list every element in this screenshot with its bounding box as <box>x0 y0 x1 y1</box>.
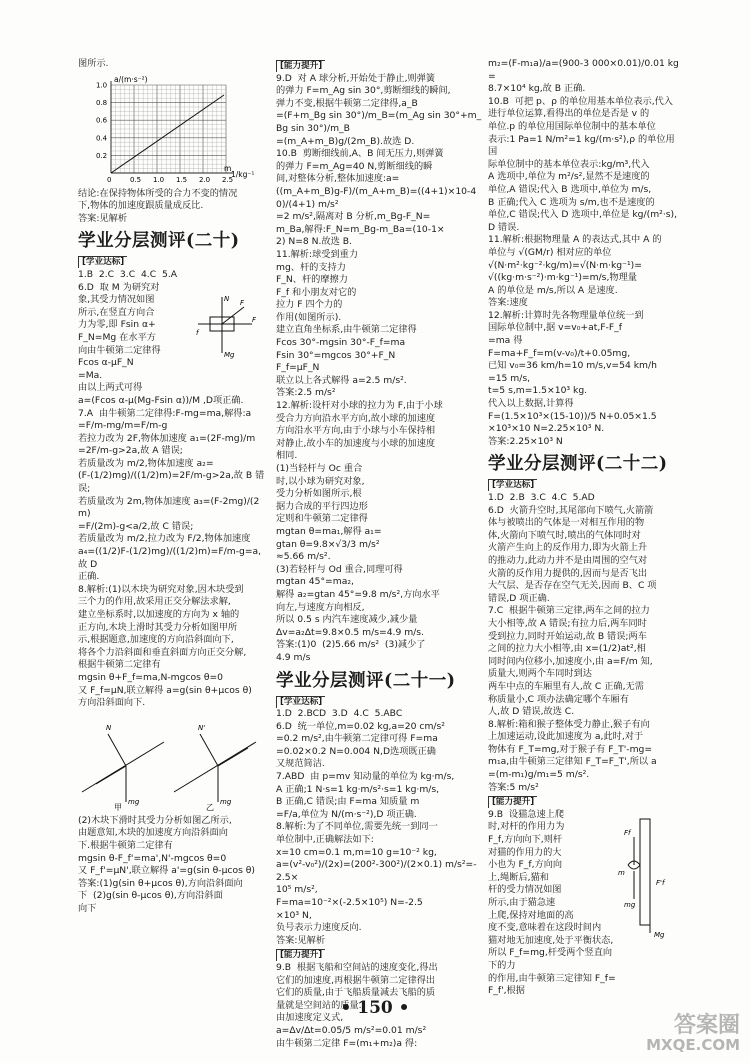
section-label-advanced: [能力提升] <box>276 60 325 72</box>
incline-label-yi: 乙 <box>206 802 214 812</box>
heading-assessment-22: 学业分层测评(二十二) <box>488 454 668 475</box>
text-line: F_f,方向向下,则杆 <box>488 834 563 846</box>
text-line: =0.2 m/s²,由牛顿第二定律可得 F=ma <box>276 733 438 745</box>
text-line: 相同. <box>276 450 298 462</box>
text-line: F_N、杆的摩擦力 <box>276 274 348 286</box>
text-line: 答案:(1)0 (2)5.66 m/s² (3)减少了 <box>276 639 426 651</box>
text-line: gtan θ=9.8×√3/3 m/s² <box>276 538 380 550</box>
text-line: 向下 <box>78 902 97 914</box>
text-line: A 选项中,单位为 m²/s²,显然不是速度的 <box>488 171 650 183</box>
page-number: • 150 • <box>340 998 410 1018</box>
text-line: 9.D 对 A 球分析,开始处于静止,则弹簧 <box>276 72 436 84</box>
text-line: A 的单位是 m/s,所以 A 是速度. <box>488 284 618 296</box>
chart-xtick-label: 0.5 <box>130 175 142 184</box>
cat-pole-diagram <box>610 815 680 940</box>
text-line: 体与被喷出的气体是一对相互作用的物 <box>488 517 645 529</box>
col3-lines-b <box>488 492 680 794</box>
text-line: F_f=μF_N <box>276 362 320 374</box>
text-line: 上加速运动,设此加速度为 a,此时,对于 <box>488 731 644 743</box>
text-line: Fcos α-μF_N <box>78 357 134 369</box>
text-line: 8.7×10⁴ kg,故 B 正确. <box>488 83 586 95</box>
heading-assessment-20: 学业分层测评(二十) <box>78 231 240 252</box>
text-line: 若拉力改为 2F,物体加速度 a₁=(2F-mg)/m <box>78 432 256 444</box>
text-line: 答案:速度 <box>488 297 528 309</box>
text-line: 9.B 根据飞船和空间站的速度变化,得出 <box>276 961 438 973</box>
svg-text:mg: mg <box>624 900 636 909</box>
text-line: 间,对整体分析,整体加速度:a= <box>276 173 400 185</box>
text-line: 答案:5 m/s² <box>488 781 539 793</box>
text-line: 1.D 2.B 3.C 4.C 5.AD <box>488 492 595 503</box>
text-line: F=ma=10⁻²×(-2.5×10⁵) N=-2.5 <box>276 897 423 908</box>
text-line: 际单位制中的基本单位表示:kg/m³,代入 <box>488 158 650 170</box>
text-line: 正方向,木块上滑时其受力分析如图甲所 <box>78 621 238 633</box>
text-line: 的弹力 F=m_Ag=40 N,剪断细线的瞬 <box>276 160 433 172</box>
svg-text:F: F <box>252 315 257 324</box>
text-line: Fsin 30°=mgcos 30°+F_N <box>276 349 396 361</box>
text-line: (2)木块下滑时其受力分析如图乙所示, <box>78 814 232 826</box>
text-line: 它们的加速度,再根据牛顿第二定律得出 <box>276 974 436 986</box>
text-line: 它们的质量,由于飞船质量减去飞船的质 <box>276 987 436 999</box>
text-line: 示,根据题意,加速度的方向沿斜面向下, <box>78 634 234 646</box>
text-line: F=(1.5×10³×(15-10))/5 N+0.05×1.5 <box>488 410 657 422</box>
text-line: (3)若轻杆与 Od 重合,同理可得 <box>276 563 403 575</box>
text-line: 质量大,则两个车同时到达 <box>488 668 592 680</box>
text-line: 定则和牛顿第二定律得 <box>276 513 368 525</box>
svg-text:N: N <box>224 294 230 303</box>
text-line: F=ma+F_f=m(v-v₀)/t+0.05mg, <box>488 347 631 359</box>
text-line: 1.D 2.BCD 3.D 4.C 5.ABC <box>276 708 403 720</box>
heading-assessment-21: 学业分层测评(二十一) <box>276 670 456 691</box>
text-line: 弹力不变,根据牛顿第二定律得,a_B <box>276 97 418 109</box>
text-line: 的推动力,此动力并不是由周围的空气对 <box>488 554 648 566</box>
text-line: 进行单位运算,看得出的单位是否是 v 的 <box>488 108 650 120</box>
text-line: =F/a,单位为 N/(m·s⁻²),D 项正确. <box>276 808 417 820</box>
chart-xtick-label: 2.0 <box>199 175 211 184</box>
text-line: B 正确;代入 C 选项为 s/m,也不是速度的 <box>488 196 655 208</box>
svg-text:F'f: F'f <box>656 878 665 887</box>
text-line: 上,绳断后,猫和 <box>488 871 549 883</box>
text-line: 联立以上各式解得 a=2.5 m/s². <box>276 374 407 386</box>
text-line: 又 F_f=μN,联立解得 a=g(sin θ+μcos θ) <box>78 684 252 696</box>
text-line: 象,其受力情况如图 <box>78 294 155 306</box>
text-line: 时,对杆的作用力为 <box>488 821 565 833</box>
text-line: 大气层、是否存在空气无关,因而 B、C 项 <box>488 580 657 592</box>
text-line: F_f 和小朋友对它的 <box>276 286 357 298</box>
text-line: x=10 cm=0.1 m,m=10 g=10⁻² kg, <box>276 846 437 858</box>
text-line: mgtan θ=ma₁,解得 a₁= <box>276 525 382 537</box>
text-line: m₂=(F-m₁a)/a=(900-3 000×0.01)/0.01 kg= <box>488 58 679 82</box>
incline-figure-2 <box>174 724 256 812</box>
text-line: 体,火箭向下喷气时,喷出的气体同时对 <box>488 529 641 541</box>
text-line: 7.ABD 由 p=mv 知动量的单位为 kg·m/s, <box>276 771 455 783</box>
text-line: D 错误. <box>488 221 520 233</box>
text-line: 所以 F_f=mg,杆受两个竖直向下的力 <box>488 947 613 971</box>
text-line: 6.D 取 M 为研究对 <box>78 281 160 293</box>
text-line: =2 m/s²,隔离对 B 分析,m_Bg-F_N= <box>276 211 431 223</box>
text-line: 大小相等,故 A 错误;有拉力后,两车同时 <box>488 617 647 629</box>
text-line: 7.A 由牛顿第二定律得:F-mg=ma,解得:a <box>78 407 252 419</box>
text-line: 6.D 火箭升空时,其尾部向下喷气,火箭箭 <box>488 504 654 516</box>
section-label-basic-3: [学业达标] <box>488 479 537 491</box>
text-line: 单位,C 错误;代入 D 选项中,单位是 kg/(m²·s), <box>488 209 678 221</box>
section-label-basic-2: [学业达标] <box>276 696 325 708</box>
text-line: 杆的受力情况如图 <box>488 884 562 896</box>
text-line: m₁a,由牛顿第三定律知 F_T=F_T',所以 a <box>488 756 657 768</box>
text-line: 10⁵ m/s², <box>276 884 318 896</box>
text-line: (F-(1/2)mg)/((1/2)m)=2F/m-g>2a,故 B 错误; <box>78 470 265 495</box>
chart-xtick-label: 1.0 <box>153 175 165 184</box>
col1-bottom-lines <box>78 815 268 916</box>
column-3 <box>488 58 680 997</box>
text-line: a=Δv/Δt=0.05/5 m/s²=0.01 m/s² <box>276 1024 427 1036</box>
text-line: Fcos 30°-mgsin 30°-F_f=ma <box>276 337 406 349</box>
text-line: 之间的拉力大小相等,由 x=(1/2)at²,相 <box>488 643 646 655</box>
text-line: 称质量小,C 项办法确定哪个车厢有 <box>488 693 629 705</box>
svg-text:mg: mg <box>220 797 232 806</box>
text-line: 答案:见解析 <box>78 212 128 224</box>
text-line: 下 (2)g(sin θ-μcos θ),方向沿斜面 <box>78 890 223 902</box>
text-line: 时,以小球为研究对象, <box>276 475 365 487</box>
text-line: 代入以上数据,计算得 <box>488 398 574 410</box>
text-line: 解得 a₂=gtan 45°=9.8 m/s²,方向水平 <box>276 588 440 600</box>
chart-ylabel: a/(m·s⁻²) <box>114 74 148 84</box>
text-line: mgsin θ-F_f'=ma',N'-mgcos θ=0 <box>78 852 227 864</box>
text-line: 对静止,故小车的加速度与小球的加速度 <box>276 437 436 449</box>
text-line: 三个力的作用,故采用正交分解法求解, <box>78 596 231 608</box>
text-line: 已知 v₀=36 km/h=10 m/s,v=54 km/h <box>488 360 657 372</box>
text-line: 答案:(1)g(sin θ+μcos θ),方向沿斜面向 <box>78 877 243 889</box>
chart-xtick-label: 0 <box>107 175 112 184</box>
text-line: 10.B 剪断细线前,A、B 间无压力,则弹簧 <box>276 148 444 160</box>
text-line: 结论:在保持物体所受的合力不变的情况 <box>78 187 238 199</box>
text-line: =F/(2m)-g<a/2,故 C 错误; <box>78 520 194 532</box>
text-line: 受力分析如图所示,根 <box>276 488 362 500</box>
text-line: A 正确;1 N·s=1 kg·m/s²·s=1 kg·m/s, <box>276 783 440 795</box>
text-line: 下.根据牛顿第二定律有 <box>78 839 173 851</box>
chart-ytick-label: 0.8 <box>96 98 108 107</box>
text-line: =(m-m₁)g/m₁=5 m/s². <box>488 769 590 781</box>
text-line: =Ma. <box>78 369 103 381</box>
text-line: 对猫的作用力的大 <box>488 846 562 858</box>
text-line: a=(Fcos α-μ(Mg-Fsin α))/M ,D项正确. <box>78 394 244 406</box>
chart-ytick-label: 0.6 <box>96 116 108 125</box>
section-label-advanced-3: [能力提升] <box>488 796 537 808</box>
text-line: 方向沿斜面向下. <box>78 697 146 709</box>
chart-xtick-label: 1.5 <box>176 175 188 184</box>
text-line: 受合力方向沿水平方向,故小球的加速度 <box>276 412 436 424</box>
text-line: a₄=((1/2)F-(1/2)mg)/((1/2)m)=F/m-g=a,故 D <box>78 546 262 570</box>
svg-text:Mg: Mg <box>654 930 665 939</box>
incline-figures <box>78 712 268 812</box>
text-line: 作用(如图所示). <box>276 311 342 323</box>
text-line: 8.解析:为了不同单位,需要先统一到同一 <box>276 821 438 833</box>
svg-text:N': N' <box>198 723 206 732</box>
text-line: 1.B 2.C 3.C 4.C 5.A <box>78 268 178 280</box>
col1-after-chart <box>78 188 268 226</box>
text-line: 又 F_f'=μN',联立解得 a'=g(sin θ-μcos θ) <box>78 865 255 877</box>
watermark-logo: 答案圈 MXQE.COM <box>646 1013 740 1054</box>
text-line: 小也为 F_f,方向向 <box>488 859 563 871</box>
text-line: m_Ba,解得:F_N=m_Bg-m_Ba=(10-1× <box>276 223 445 235</box>
text-line: 负号表示力速度反向. <box>276 922 362 934</box>
text-line: 拉力 F 四个力的 <box>276 299 343 311</box>
text-line: 单位,A 错误;代入 B 选项中,单位为 m/s, <box>488 183 652 195</box>
text-line: =15 m/s, <box>488 372 531 384</box>
text-line: 受到拉力,同时开始运动,故 B 错误;两车 <box>488 630 647 642</box>
text-line: 错误,D 项正确. <box>488 592 550 604</box>
col1-top <box>78 58 268 71</box>
text-line: 图所示. <box>78 58 109 69</box>
text-line: 向左,与速度方向相反, <box>276 601 365 613</box>
text-line: 的弹力 F=m_Ag sin 30°,剪断细线的瞬间, <box>276 85 451 97</box>
svg-text:m: m <box>618 868 625 877</box>
text-line: 答案:2.5 m/s² <box>276 387 336 399</box>
col3-lines-a <box>488 58 680 448</box>
text-line: 建立坐标系时,以加速度的方向为 x 轴的 <box>78 609 240 620</box>
text-line: 又规范简洁. <box>276 758 325 770</box>
text-line: 单位制中,正确解法如下: <box>276 834 374 846</box>
text-line: 根据牛顿第二定律有 <box>78 659 161 671</box>
section-label-basic: [学业达标] <box>78 256 127 268</box>
text-line: 11.解析:根据物理量 A 的表达式,其中 A 的 <box>488 234 662 246</box>
text-line: 量就是空间站的质量. <box>276 999 362 1011</box>
text-line: 6.D 统一单位,m=0.02 kg,a=20 cm/s² <box>276 720 445 732</box>
text-line: 下,物体的加速度跟质量成反比. <box>78 200 204 212</box>
text-line: ≈5.66 m/s². <box>276 551 331 563</box>
text-line: 所示,由于猫急速 <box>488 897 556 908</box>
text-line: 火箭产生向上的反作用力,即为火箭上升 <box>488 542 648 554</box>
text-line: 猫对地无加速度,处于平衡状态, <box>488 934 614 946</box>
text-line: 12.解析:计算时先各物理量单位统一到 <box>488 309 644 321</box>
text-line: 将各个力沿斜面和垂直斜面方向正交分解, <box>78 646 247 658</box>
chart-fit-line <box>111 95 224 173</box>
text-line: 两车中点的车厢里有人,故 C 正确,无需 <box>488 680 644 692</box>
text-line: 若质量改为 m/2,拉力改为 F/2,物体加速度 <box>78 533 251 545</box>
text-line: 由牛顿第二定律 F=(m₁+m₂)a 得: <box>276 1037 418 1049</box>
chart-ytick-label: 0.2 <box>96 151 108 160</box>
text-line: 的作用,由牛顿第三定律知 F_f=F_f',根据 <box>488 972 616 997</box>
svg-text:Mg: Mg <box>224 350 235 359</box>
text-line: ×10³×10 N=2.25×10³ N. <box>488 423 605 435</box>
acceleration-chart <box>78 73 268 185</box>
incline-label-jia: 甲 <box>114 802 122 812</box>
chart-xtick-label: 2.5 <box>222 175 234 184</box>
chart-xlabel-prefix: m <box>224 163 232 173</box>
text-line: ((m_A+m_B)g-F)/(m_A+m_B)=((4+1)×10-40)/(4+1) m/s² <box>276 185 477 210</box>
col2-lines-a <box>276 73 484 665</box>
svg-text:mg: mg <box>128 797 140 806</box>
text-line: (1)当轻杆与 Oc 重合 <box>276 463 363 474</box>
text-line: 国际单位制中,据 v=v₀+at,F-F_f <box>488 322 622 334</box>
chart-xlabel: 1/kg⁻¹ <box>231 169 255 179</box>
text-line: t=5 s,m=1.5×10³ kg. <box>488 385 588 397</box>
incline-figure-1 <box>82 724 164 812</box>
text-line: 方向沿水平方向,由于小球与小车保持相 <box>276 425 436 437</box>
text-line: 所以 0.5 s 内汽车速度减少,减少量 <box>276 614 418 626</box>
q6-block <box>78 269 268 710</box>
text-line: 据力合成的平行四边形 <box>276 500 368 512</box>
text-line: 上爬,保持对地面的高 <box>488 909 574 921</box>
text-line: F_N=Mg 在水平方 <box>78 331 156 343</box>
text-line: 11.解析:球受到重力 <box>276 248 359 260</box>
col2-lines-b <box>276 708 484 947</box>
q9-block <box>488 809 680 998</box>
text-line: mgtan 45°=ma₂, <box>276 576 354 588</box>
text-line: 力为零,即 Fsin α+ <box>78 319 156 331</box>
svg-text:f: f <box>196 328 199 337</box>
text-line: 由加速度定义式, <box>276 1012 344 1024</box>
text-line: =0.02×0.2 N=0.004 N,D选项既正确 <box>276 745 436 757</box>
section-label-advanced-2: [能力提升] <box>276 949 325 961</box>
text-line: =(m_A+m_B)g/(2m_B).故选 D. <box>276 135 415 147</box>
text-line: 同时间内位移小,加速度小,由 a=F/m 知, <box>488 655 653 667</box>
svg-text:F: F <box>240 298 245 307</box>
svg-text:Ff: Ff <box>624 828 631 837</box>
text-line: 所示,在竖直方向合 <box>78 306 155 318</box>
chart-ytick-label: 0.4 <box>96 133 108 142</box>
text-line: =2F/m-g>2a,故 A 错误; <box>78 445 183 457</box>
text-line: 由题意知,木块的加速度方向沿斜面向 <box>78 827 228 839</box>
chart-grid <box>111 85 226 173</box>
text-line: 向由牛顿第二定律得 <box>78 344 161 356</box>
text-line: 12.解析:设杆对小球的拉力为 F,由于小球 <box>276 400 443 412</box>
text-line: √((kg·m·s⁻²)·m·kg⁻¹)=m/s,物理量 <box>488 272 637 284</box>
text-line: mg、杆的支持力 <box>276 261 346 273</box>
text-line: Δv=a₂Δt=9.8×0.5 m/s=4.9 m/s. <box>276 626 424 638</box>
svg-text:N: N <box>106 723 112 732</box>
text-line: 正确. <box>78 571 100 583</box>
text-line: 10.B 可把 p、ρ 的单位用基本单位表示,代入 <box>488 95 673 107</box>
text-line: 答案:2.25×10³ N <box>488 435 563 447</box>
text-line: 物体有 F_T=mg,对于猴子有 F_T'-mg= <box>488 743 653 755</box>
text-line: 4.9 m/s <box>276 651 311 663</box>
text-line: 答案:见解析 <box>276 934 326 946</box>
text-line: =ma 得 <box>488 335 523 347</box>
text-line: 7.C 根据牛顿第三定律,两车之间的拉力 <box>488 605 650 617</box>
text-line: 2) N=8 N.故选 B. <box>276 236 352 248</box>
force-diagram-block <box>194 291 264 361</box>
text-line: a=(v²-v₀²)/(2x)=(200²-300²)/(2×0.1) m/s²=-2.5× <box>276 859 477 883</box>
text-line: 由以上两式可得 <box>78 382 143 394</box>
text-line: 度不变,意味着在这段时间内 <box>488 922 602 934</box>
text-line: 9.B 设猫急速上爬 <box>488 808 565 820</box>
text-line: 表示:1 Pa=1 N/m²=1 kg/(m·s²),ρ 的单位用国 <box>488 133 675 158</box>
text-line: =(F+m_Bg sin 30°)/m_B=(m_Ag sin 30°+m_Bg sin 30°)/m_B <box>276 110 482 134</box>
text-line: 人,故 D 错误,故选 C. <box>488 706 575 718</box>
text-line: 建立直角坐标系,由牛顿第二定律得 <box>276 324 417 336</box>
text-line: √(N·m²·kg⁻²·kg/m)=√(N·m·kg⁻¹)= <box>488 259 642 271</box>
text-line: 火箭的反作用力提供的,因而与是否飞出 <box>488 567 648 579</box>
text-line: B 正确,C 错误;由 F=ma 知质量 m <box>276 796 420 808</box>
text-line: ×10³ N, <box>276 909 312 921</box>
text-line: 若质量改为 2m,物体加速度 a₃=(F-2mg)/(2m) <box>78 495 260 520</box>
column-1 <box>78 58 268 988</box>
text-line: 若质量改为 m/2,物体加速度 a₂= <box>78 457 214 469</box>
text-line: 8.解析:(1)以木块为研究对象,因木块受到 <box>78 583 244 595</box>
chart-ytick-label: 1.0 <box>96 81 108 90</box>
text-line: mgsin θ+F_f=ma,N-mgcos θ=0 <box>78 671 224 683</box>
text-line: 单位.p 的单位用国际单位制中的基本单位 <box>488 120 656 132</box>
col3-lines-c <box>488 809 618 998</box>
text-line: =F/m-mg/m=F/m-g <box>78 420 168 432</box>
text-line: 8.解析:箱和猴子整体受力静止,猴子有向 <box>488 718 650 730</box>
text-line: 单位与 √(GM/r) 相对应的单位 <box>488 246 612 258</box>
